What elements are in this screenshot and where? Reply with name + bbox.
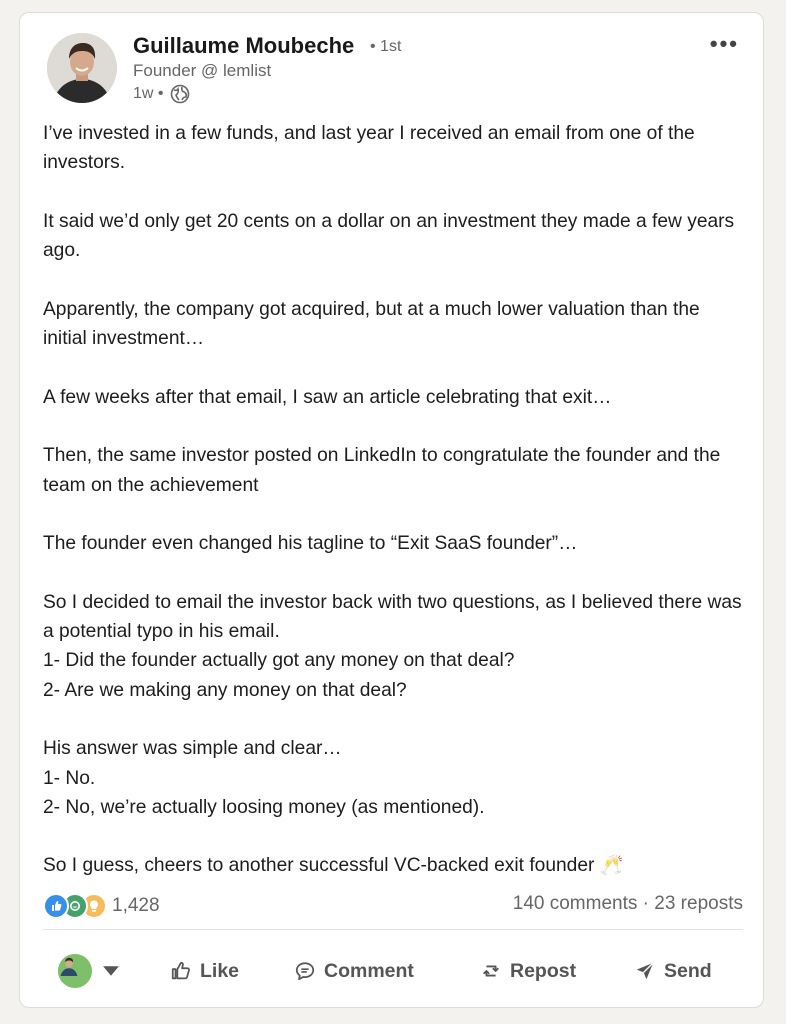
reaction-actor-selector[interactable] — [58, 945, 122, 997]
post-card — [19, 12, 764, 1008]
repost-label: Repost — [510, 959, 577, 982]
more-options-icon[interactable]: ••• — [709, 31, 739, 56]
reactions-summary[interactable] — [43, 893, 160, 919]
author-headline: Founder @ lemlist — [133, 61, 272, 80]
action-bar — [20, 945, 765, 997]
send-button[interactable] — [634, 945, 712, 997]
comments-count[interactable]: 140 comments — [512, 893, 638, 914]
comment-label: Comment — [324, 959, 414, 982]
send-icon — [634, 960, 656, 982]
connection-degree: • 1st — [370, 38, 402, 55]
author-name[interactable]: Guillaume Moubeche — [133, 33, 355, 58]
post-line: 2- No, we’re actually loosing money (as mentioned). — [43, 796, 485, 818]
comments-reposts — [513, 893, 743, 915]
comment-icon — [294, 960, 316, 982]
post-paragraph: A few weeks after that email, I saw an article celebrating that exit… — [43, 386, 612, 408]
author-avatar[interactable] — [47, 33, 117, 103]
repost-icon — [480, 960, 502, 982]
like-button[interactable] — [170, 945, 239, 997]
post-paragraph: Apparently, the company got acquired, but at a much lower valuation than the initial investment… — [43, 298, 700, 350]
post-line: 1- No. — [43, 767, 96, 789]
post-time: 1w • — [133, 85, 164, 102]
post-paragraph: So I decided to email the investor back with two questions, as I believed there was a potential typo in his email. — [43, 591, 742, 643]
post-line: 2- Are we making any money on that deal? — [43, 679, 407, 701]
thumbs-up-icon — [170, 960, 192, 982]
post-paragraph: The founder even changed his tagline to “Exit SaaS founder”… — [43, 533, 578, 555]
post-body — [43, 119, 743, 881]
post-meta — [133, 84, 190, 104]
author-photo — [47, 33, 117, 103]
avatar — [58, 954, 92, 988]
post-line: His answer was simple and clear… — [43, 738, 342, 760]
social-counts — [43, 893, 743, 919]
send-label: Send — [664, 959, 712, 982]
reaction-count[interactable]: 1,428 — [112, 895, 160, 916]
like-icon — [43, 893, 69, 919]
post-paragraph: So I guess, cheers to another successful VC-backed exit founder 🥂 — [43, 855, 624, 877]
globe-icon — [170, 84, 190, 104]
reposts-count[interactable]: 23 reposts — [654, 893, 743, 914]
comment-button[interactable] — [294, 945, 414, 997]
like-label: Like — [200, 959, 240, 982]
post-line: 1- Did the founder actually got any money on that deal? — [43, 650, 515, 672]
divider — [43, 929, 743, 930]
chevron-down-icon — [100, 960, 122, 982]
repost-button[interactable] — [480, 945, 576, 997]
post-paragraph: It said we’d only get 20 cents on a dollar on an investment they made a few years ago. — [43, 210, 735, 262]
post-paragraph: Then, the same investor posted on LinkedIn to congratulate the founder and the team on the achievement — [43, 445, 721, 496]
stats-separator: · — [637, 893, 655, 914]
post-paragraph: I’ve invested in a few funds, and last year I received an email from one of the investors. — [43, 123, 695, 174]
